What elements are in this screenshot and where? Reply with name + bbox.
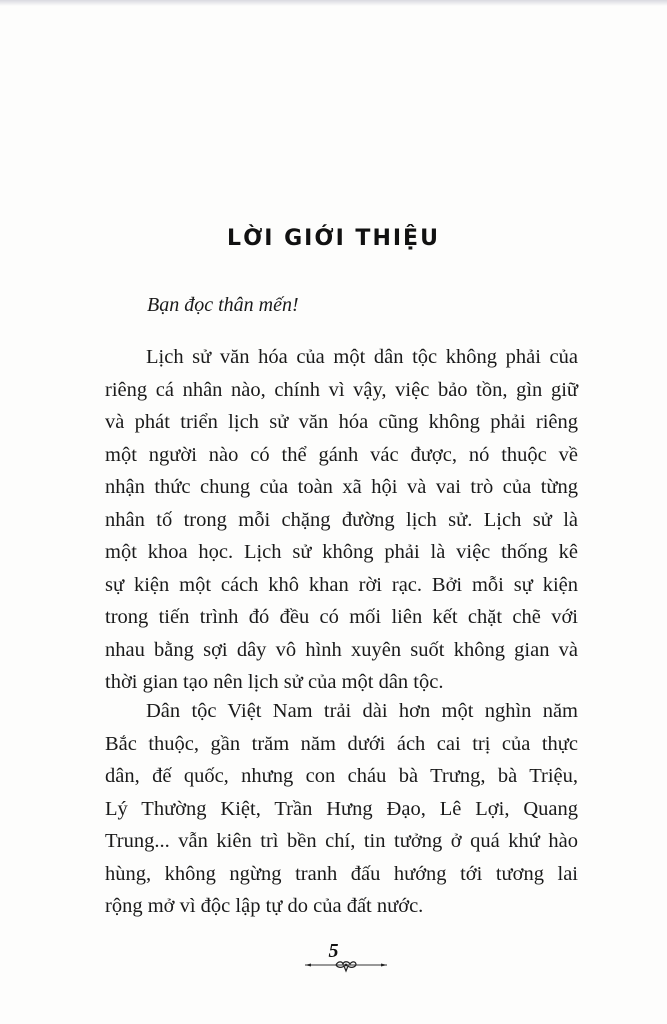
show-through-shadow — [0, 0, 667, 6]
text-line: hùng, không ngừng tranh đấu hướng tới tương lai — [105, 862, 578, 885]
page-title: LỜI GIỚI THIỆU — [227, 226, 440, 251]
text-line: Trung... vẫn kiên trì bền chí, tin tưởng ở quá khứ hào — [105, 830, 578, 852]
text-line: dân, đế quốc, nhưng con cháu bà Trưng, bà Triệu, — [105, 765, 578, 787]
text-line: Bắc thuộc, gần trăm năm dưới ách cai trị của thực — [105, 732, 578, 755]
text-line: Lịch sử văn hóa của một dân tộc không phải của — [146, 346, 578, 368]
text-line: Dân tộc Việt Nam trải dài hơn một nghìn năm — [146, 700, 578, 722]
flourish-divider-icon — [303, 960, 389, 974]
page-number: 5 — [328, 940, 339, 962]
text-line: Lý Thường Kiệt, Trần Hưng Đạo, Lê Lợi, Quang — [105, 797, 578, 820]
text-line: nhận thức chung của toàn xã hội và vai trò của từng — [105, 476, 578, 498]
text-line: trong tiến trình đó đều có mối liên kết chặt chẽ với — [105, 606, 578, 628]
text-line: một khoa học. Lịch sử không phải là việc thống kê — [105, 541, 578, 563]
text-line: sự kiện một cách khô khan rời rạc. Bởi mỗi sự kiện — [105, 573, 578, 596]
text-line: thời gian tạo nên lịch sử của một dân tộc. — [105, 671, 444, 693]
paragraph-2 — [105, 695, 578, 923]
text-line: riêng cá nhân nào, chính vì vậy, việc bảo tồn, gìn giữ — [105, 378, 578, 401]
text-line: nhau bằng sợi dây vô hình xuyên suốt không gian và — [105, 638, 578, 661]
paragraph-1 — [105, 341, 578, 699]
text-line: rộng mở vì độc lập tự do của đất nước. — [105, 895, 424, 917]
text-line: và phát triển lịch sử văn hóa cũng không phải riêng — [105, 411, 578, 433]
salutation: Bạn đọc thân mến! — [147, 294, 299, 316]
text-line: nhân tố trong mỗi chặng đường lịch sử. Lịch sử là — [105, 508, 578, 531]
text-line: một người nào có thể gánh vác được, nó thuộc về — [105, 443, 578, 466]
